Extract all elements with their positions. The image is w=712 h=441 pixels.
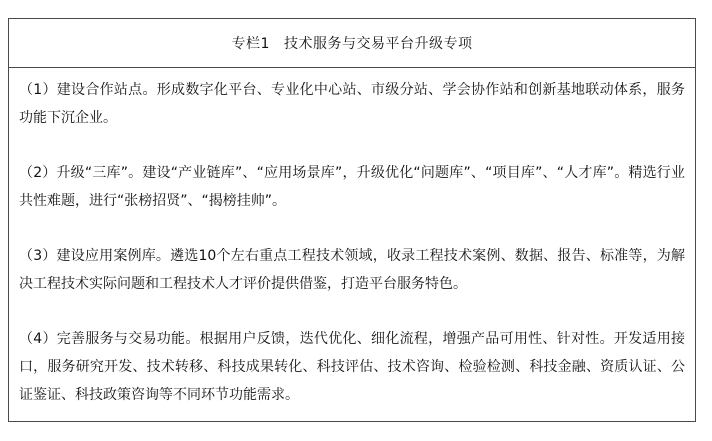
box-label: 专栏1 <box>231 36 270 52</box>
paragraph-1: （1）建设合作站点。形成数字化平台、专业化中心站、市级分站、学会协作站和创新基地联动体系，服务功能下沉企业。 <box>19 82 685 126</box>
box-heading: 技术服务与交易平台升级专项 <box>283 36 473 52</box>
box-body <box>9 68 695 409</box>
feature-box <box>8 18 696 422</box>
paragraph-4: （4）完善服务与交易功能。根据用户反馈，迭代优化、细化流程，增强产品可用性、针对性。开发适用接口，服务研究开发、技术转移、科技成果转化、科技评估、技术咨询、检验检测、科技金融、资质认证、公证鉴证、科技政策咨询等不同环节功能需求。 <box>19 331 685 403</box>
paragraph-2: （2）升级“三库”。建设“产业链库”、“应用场景库”，升级优化“问题库”、“项目库”、“人才库”。精选行业共性难题，进行“张榜招贤”、“揭榜挂帅”。 <box>19 165 685 209</box>
box-title <box>9 19 695 68</box>
paragraph-3: （3）建设应用案例库。遴选10个左右重点工程技术领域，收录工程技术案例、数据、报告、标准等，为解决工程技术实际问题和工程技术人才评价提供借鉴，打造平台服务特色。 <box>19 248 685 292</box>
